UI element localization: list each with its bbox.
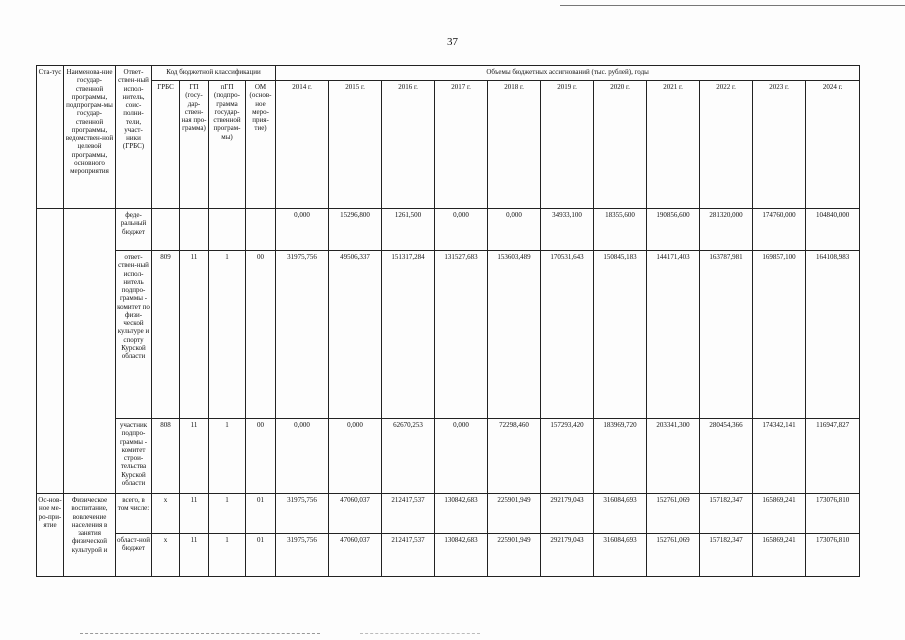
header-budget-code: Код бюджетной классификации (152, 66, 276, 81)
value-cell: 173076,810 (806, 494, 860, 534)
value-cell: 281320,000 (700, 209, 753, 251)
value-cell: 292179,043 (541, 534, 594, 577)
bottom-rule (360, 633, 480, 634)
table-row (37, 209, 860, 251)
year-header: 2021 г. (647, 81, 700, 209)
om-cell: 00 (246, 419, 276, 494)
value-cell: 292179,043 (541, 494, 594, 534)
year-header: 2019 г. (541, 81, 594, 209)
value-cell: 31975,756 (276, 494, 329, 534)
pgp-cell: 1 (209, 534, 246, 577)
header-grbs: ГРБС (152, 81, 180, 209)
value-cell: 170531,643 (541, 251, 594, 419)
year-header: 2024 г. (806, 81, 860, 209)
year-header: 2023 г. (753, 81, 806, 209)
value-cell: 0,000 (276, 419, 329, 494)
value-cell: 173076,810 (806, 534, 860, 577)
value-cell: 72298,460 (488, 419, 541, 494)
om-name-cell: Физическое воспитание, вовлечение населения в занятия физической культурой и (64, 494, 116, 577)
top-rule (560, 5, 905, 6)
value-cell: 131527,683 (435, 251, 488, 419)
gp-cell: 11 (180, 534, 209, 577)
table-row (37, 251, 860, 419)
value-cell: 18355,600 (594, 209, 647, 251)
value-cell: 0,000 (329, 419, 382, 494)
om-cell (246, 209, 276, 251)
value-cell: 164108,983 (806, 251, 860, 419)
om-cell: 01 (246, 534, 276, 577)
bottom-rule (80, 633, 320, 634)
executor-cell: феде-ральный бюджет (116, 209, 152, 251)
value-cell: 49506,337 (329, 251, 382, 419)
grbs-cell: 809 (152, 251, 180, 419)
value-cell: 0,000 (435, 419, 488, 494)
gp-cell (180, 209, 209, 251)
table-row (37, 534, 860, 577)
value-cell: 62670,253 (382, 419, 435, 494)
value-cell: 15296,800 (329, 209, 382, 251)
executor-cell: ответ-ствен-ный испол-нитель подпро-граммы - комитет по физи-ческой культуре и спорту Курской области (116, 251, 152, 419)
value-cell: 165869,241 (753, 494, 806, 534)
budget-table (36, 65, 860, 577)
om-status-cell: Ос-нов-ное ме-ро-при-ятие (37, 494, 64, 577)
value-cell: 0,000 (276, 209, 329, 251)
year-header: 2015 г. (329, 81, 382, 209)
value-cell: 0,000 (435, 209, 488, 251)
value-cell: 212417,537 (382, 534, 435, 577)
header-om: ОМ (основ-ное меро-прия-тие) (246, 81, 276, 209)
name-cell-empty (64, 209, 116, 494)
grbs-cell: x (152, 534, 180, 577)
header-gp: ГП (госу-дар-ствен-ная про-грамма) (180, 81, 209, 209)
value-cell: 225901,949 (488, 494, 541, 534)
value-cell: 104840,000 (806, 209, 860, 251)
value-cell: 163787,981 (700, 251, 753, 419)
value-cell: 152761,069 (647, 534, 700, 577)
pgp-cell: 1 (209, 419, 246, 494)
value-cell: 1261,500 (382, 209, 435, 251)
pgp-cell: 1 (209, 494, 246, 534)
value-cell: 174760,000 (753, 209, 806, 251)
year-header: 2016 г. (382, 81, 435, 209)
value-cell: 130842,683 (435, 534, 488, 577)
value-cell: 130842,683 (435, 494, 488, 534)
value-cell: 47060,037 (329, 534, 382, 577)
grbs-cell: x (152, 494, 180, 534)
status-cell-empty (37, 209, 64, 494)
executor-cell: участник подпро-граммы - комитет строи-тельства Курской области (116, 419, 152, 494)
year-header: 2018 г. (488, 81, 541, 209)
value-cell: 34933,100 (541, 209, 594, 251)
executor-cell: област-ной бюджет (116, 534, 152, 577)
value-cell: 151317,284 (382, 251, 435, 419)
header-row-1 (37, 66, 860, 81)
header-name: Наименова-ние государ-ственной программы, подпрограм-мы государ-ственной программы, ведомствен-ной целевой программы, основного мероприятия (64, 66, 116, 209)
gp-cell: 11 (180, 494, 209, 534)
header-volumes: Объемы бюджетных ассигнований (тыс. рублей), годы (276, 66, 860, 81)
header-executor: Ответ-ствен-ный испол-нитель, соис-полни-тели, участ-ники (ГРБС) (116, 66, 152, 209)
table-row (37, 494, 860, 534)
grbs-cell: 808 (152, 419, 180, 494)
value-cell: 31975,756 (276, 251, 329, 419)
value-cell: 183969,720 (594, 419, 647, 494)
value-cell: 152761,069 (647, 494, 700, 534)
value-cell: 316084,693 (594, 534, 647, 577)
pgp-cell: 1 (209, 251, 246, 419)
value-cell: 116947,827 (806, 419, 860, 494)
value-cell: 153603,489 (488, 251, 541, 419)
value-cell: 47060,037 (329, 494, 382, 534)
header-row-2 (37, 81, 860, 209)
header-pgp: пГП (подпро-грамма государ-ственной програм-мы) (209, 81, 246, 209)
value-cell: 225901,949 (488, 534, 541, 577)
page-number: 37 (447, 36, 458, 48)
value-cell: 150845,183 (594, 251, 647, 419)
value-cell: 157293,420 (541, 419, 594, 494)
pgp-cell (209, 209, 246, 251)
year-header: 2022 г. (700, 81, 753, 209)
executor-cell: всего, в том числе: (116, 494, 152, 534)
value-cell: 174342,141 (753, 419, 806, 494)
header-status: Ста-тус (37, 66, 64, 209)
value-cell: 212417,537 (382, 494, 435, 534)
value-cell: 157182,347 (700, 534, 753, 577)
value-cell: 190856,600 (647, 209, 700, 251)
year-header: 2014 г. (276, 81, 329, 209)
value-cell: 316084,693 (594, 494, 647, 534)
value-cell: 157182,347 (700, 494, 753, 534)
gp-cell: 11 (180, 419, 209, 494)
year-header: 2017 г. (435, 81, 488, 209)
table-row (37, 419, 860, 494)
om-cell: 00 (246, 251, 276, 419)
year-header: 2020 г. (594, 81, 647, 209)
value-cell: 144171,403 (647, 251, 700, 419)
value-cell: 169857,100 (753, 251, 806, 419)
gp-cell: 11 (180, 251, 209, 419)
value-cell: 0,000 (488, 209, 541, 251)
value-cell: 31975,756 (276, 534, 329, 577)
value-cell: 165869,241 (753, 534, 806, 577)
grbs-cell (152, 209, 180, 251)
value-cell: 203341,300 (647, 419, 700, 494)
value-cell: 280454,366 (700, 419, 753, 494)
om-cell: 01 (246, 494, 276, 534)
